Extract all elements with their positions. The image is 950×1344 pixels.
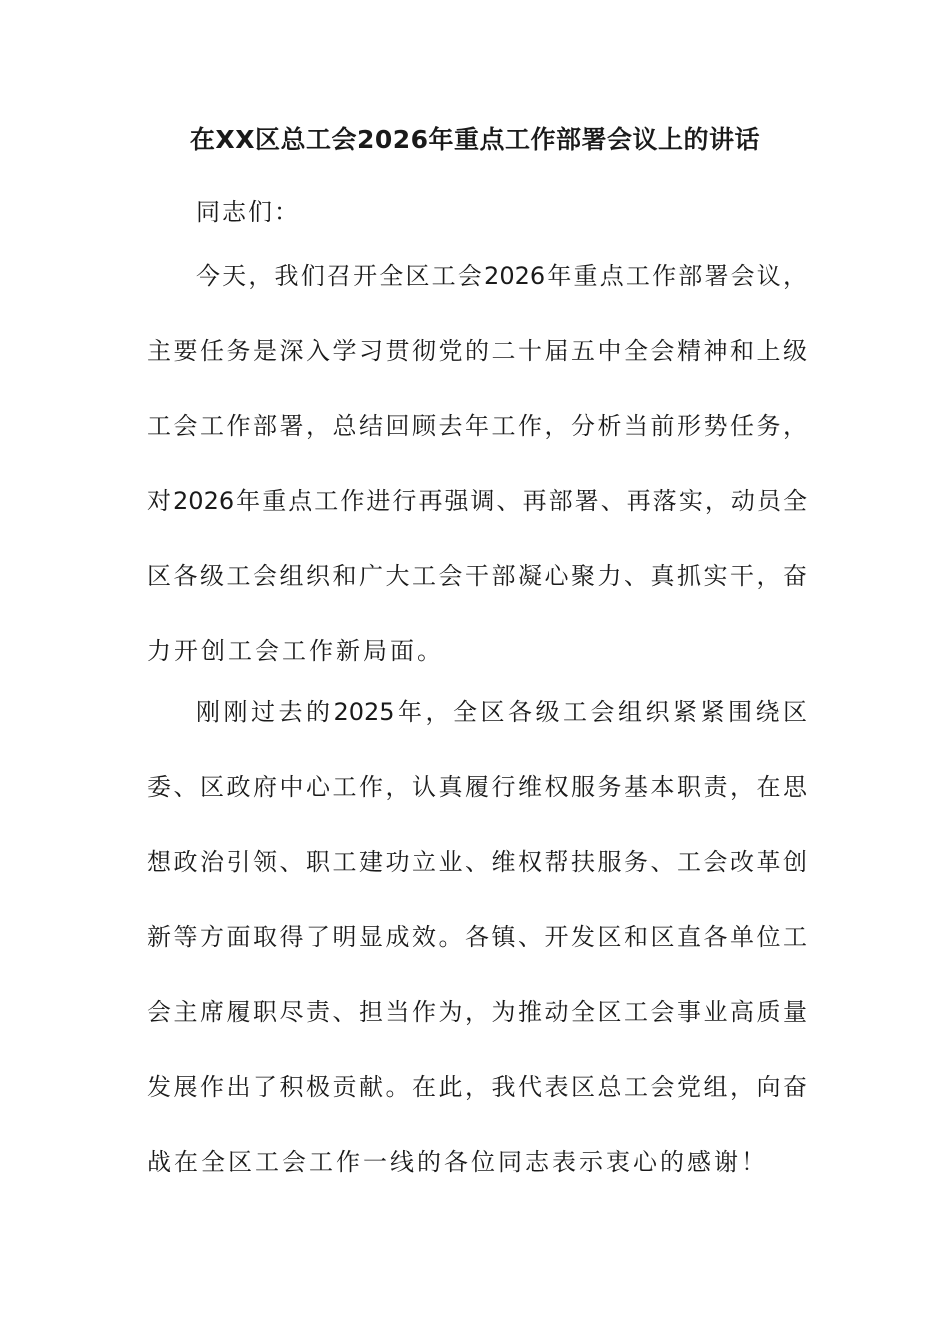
document-title: 在XX区总工会2026年重点工作部署会议上的讲话 xyxy=(189,125,761,154)
paragraph-1-line-3: 工会工作部署，总结回顾去年工作，分析当前形势任务， xyxy=(147,412,807,440)
paragraph-1-line-4: 对2026年重点工作进行再强调、再部署、再落实，动员全 xyxy=(147,487,807,515)
paragraph-2-line-2: 委、区政府中心工作，认真履行维权服务基本职责，在思 xyxy=(147,773,807,801)
salutation: 同志们： xyxy=(196,198,300,226)
paragraph-2-line-4: 新等方面取得了明显成效。各镇、开发区和区直各单位工 xyxy=(147,923,807,951)
paragraph-1-line-1: 今天，我们召开全区工会2026年重点工作部署会议， xyxy=(196,262,807,290)
paragraph-1-line-6: 力开创工会工作新局面。 xyxy=(147,637,444,665)
paragraph-2-line-7: 战在全区工会工作一线的各位同志表示衷心的感谢！ xyxy=(147,1148,768,1176)
paragraph-1-line-5: 区各级工会组织和广大工会干部凝心聚力、真抓实干，奋 xyxy=(147,562,807,590)
paragraph-2-line-3: 想政治引领、职工建功立业、维权帮扶服务、工会改革创 xyxy=(147,848,807,876)
paragraph-2-line-5: 会主席履职尽责、担当作为，为推动全区工会事业高质量 xyxy=(147,998,807,1026)
paragraph-2-line-1: 刚刚过去的2025年，全区各级工会组织紧紧围绕区 xyxy=(196,698,807,726)
paragraph-2-line-6: 发展作出了积极贡献。在此，我代表区总工会党组，向奋 xyxy=(147,1073,807,1101)
paragraph-1-line-2: 主要任务是深入学习贯彻党的二十届五中全会精神和上级 xyxy=(147,337,807,365)
